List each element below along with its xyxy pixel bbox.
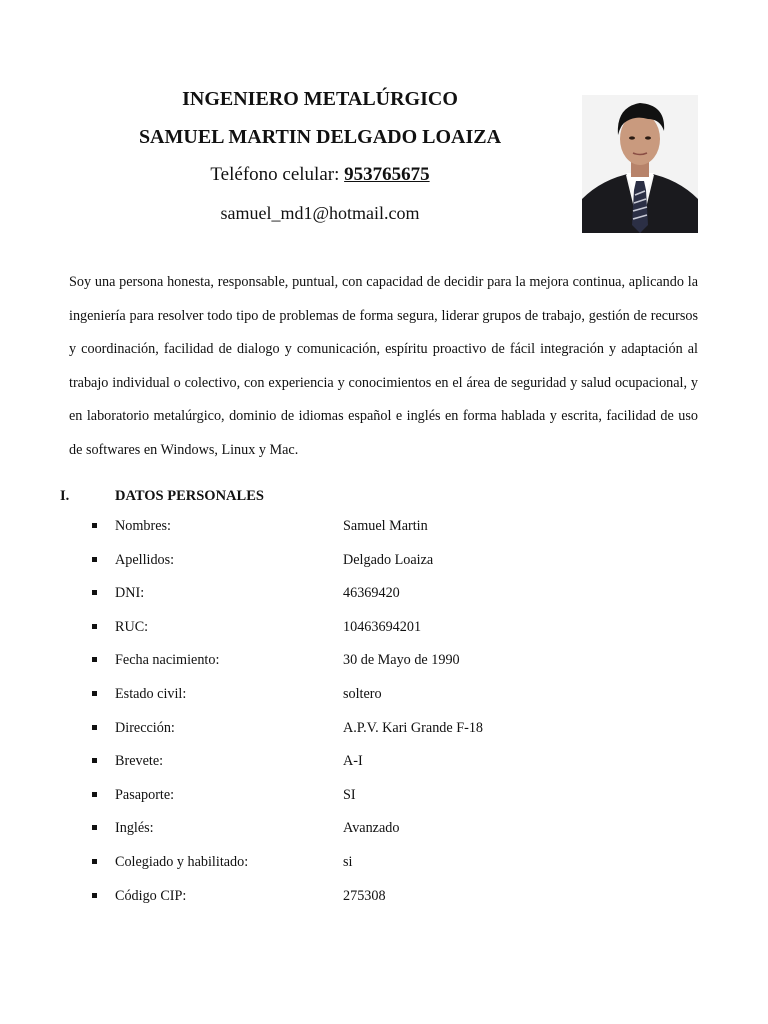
- field-label: Colegiado y habilitado:: [115, 853, 249, 870]
- list-item: [90, 817, 690, 851]
- section-number: I.: [60, 488, 70, 504]
- bullet-icon: [92, 557, 97, 562]
- list-item: [90, 616, 690, 650]
- full-name: SAMUEL MARTIN DELGADO LOAIZA: [138, 126, 502, 148]
- list-item: [90, 784, 690, 818]
- list-item: [90, 649, 690, 683]
- field-label: Apellidos:: [115, 551, 175, 568]
- bullet-icon: [92, 523, 97, 528]
- profile-photo: [582, 95, 698, 233]
- field-value: 46369420: [343, 585, 400, 602]
- phone-label: Teléfono celular:: [210, 164, 340, 185]
- field-label: Brevete:: [115, 753, 164, 770]
- profession-title: INGENIERO METALÚRGICO: [182, 88, 458, 110]
- field-value: 30 de Mayo de 1990: [343, 652, 460, 669]
- email-address: samuel_md1@hotmail.com: [220, 203, 420, 223]
- list-item: [90, 582, 690, 616]
- list-item: [90, 717, 690, 751]
- list-item: [90, 515, 690, 549]
- field-label: Estado civil:: [115, 685, 187, 702]
- field-value: Avanzado: [343, 820, 400, 837]
- bullet-icon: [92, 590, 97, 595]
- field-value: 275308: [343, 887, 386, 904]
- field-label: Nombres:: [115, 518, 171, 534]
- bullet-icon: [92, 725, 97, 730]
- bullet-icon: [92, 792, 97, 797]
- list-item: [90, 549, 690, 583]
- phone-line: [70, 162, 570, 188]
- bullet-icon: [92, 859, 97, 864]
- field-label: Inglés:: [115, 820, 154, 837]
- bullet-icon: [92, 893, 97, 898]
- field-label: Fecha nacimiento:: [115, 652, 220, 669]
- field-label: Dirección:: [115, 719, 175, 736]
- field-value: SI: [343, 786, 356, 803]
- bullet-icon: [92, 691, 97, 696]
- field-value: 10463694201: [343, 618, 422, 635]
- field-value: A-I: [343, 753, 363, 770]
- bullet-icon: [92, 825, 97, 830]
- field-label: Pasaporte:: [115, 786, 175, 803]
- professional-summary: Soy una persona honesta, responsable, puntual, con capacidad de decidir para la mejora continua, aplicando la ingeniería para resolver todo tipo de problemas de forma segura, liderar grupos de trabajo, gestión de recursos y coordinación, facilidad de dialogo y comunicación, espíritu proactivo de fácil integración y adaptación al trabajo individual o colectivo, con experiencia y conocimientos en el área de seguridad y salud ocupacional, y en laboratorio metalúrgico, dominio de idiomas español e inglés en forma hablada y escrita, facilidad de uso de softwares en Windows, Linux y Mac.: [69, 274, 698, 458]
- phone-number: 953765675: [344, 164, 430, 185]
- field-value: A.P.V. Kari Grande F-18: [343, 719, 484, 736]
- field-label: DNI:: [115, 585, 145, 602]
- list-item: [90, 885, 690, 919]
- field-label: Código CIP:: [115, 887, 187, 904]
- bullet-icon: [92, 657, 97, 662]
- field-label: RUC:: [115, 618, 149, 635]
- bullet-icon: [92, 624, 97, 629]
- section-title: DATOS PERSONALES: [115, 488, 264, 504]
- list-item: [90, 750, 690, 784]
- field-value: si: [343, 853, 353, 870]
- field-value: Delgado Loaiza: [343, 551, 434, 568]
- field-value: Samuel Martin: [343, 518, 428, 534]
- section-heading: [60, 485, 700, 507]
- field-value: soltero: [343, 685, 382, 702]
- list-item: [90, 683, 690, 717]
- list-item: [90, 851, 690, 885]
- bullet-icon: [92, 758, 97, 763]
- personal-data-list: [90, 515, 690, 918]
